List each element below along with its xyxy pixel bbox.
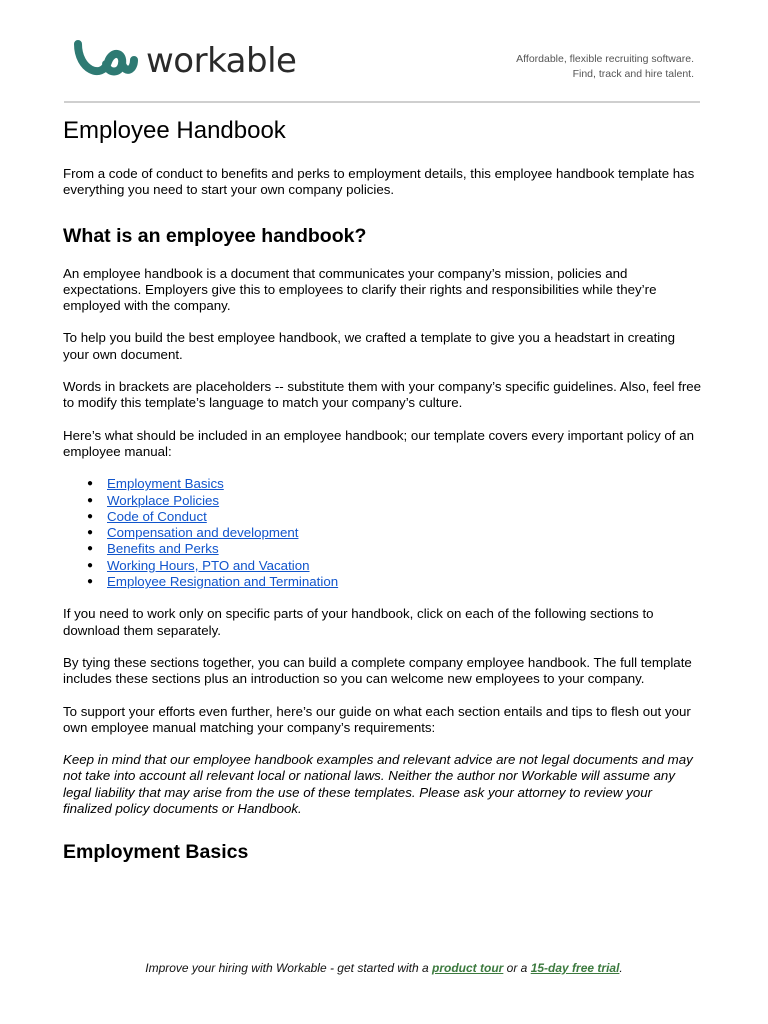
- section-links-list: [63, 476, 703, 590]
- list-item: [107, 541, 703, 557]
- footer-suffix: .: [619, 961, 623, 975]
- paragraph-support: To support your efforts even further, here’s our guide on what each section entails and tips to flesh out your own employee manual matching your company’s requirements:: [63, 703, 691, 735]
- brand-name: workable: [146, 41, 297, 81]
- workable-logo[interactable]: [72, 40, 296, 82]
- intro-paragraph: From a code of conduct to benefits and perks to employment details, this employee handbook template has everything you need to start your own company policies.: [63, 166, 695, 198]
- link-resignation-termination[interactable]: Employee Resignation and Termination: [107, 574, 339, 590]
- paragraph-template-intro: To help you build the best employee handbook, we crafted a template to give you a headstart in creating your own document.: [63, 330, 676, 362]
- link-code-of-conduct[interactable]: Code of Conduct: [107, 508, 207, 524]
- tagline-line-1: Affordable, flexible recruiting software.: [516, 53, 694, 65]
- footer-middle: or a: [503, 961, 531, 975]
- tagline-line-2: Find, track and hire talent.: [572, 68, 694, 80]
- link-employment-basics[interactable]: Employment Basics: [107, 476, 224, 492]
- paragraph-placeholders: Words in brackets are placeholders -- substitute them with your company’s specific guidelines. Also, feel free to modify this template’s language to match your company’s culture.: [63, 379, 702, 411]
- link-benefits-perks[interactable]: Benefits and Perks: [107, 541, 219, 557]
- product-tour-link[interactable]: product tour: [432, 961, 504, 975]
- header-tagline: [516, 52, 694, 82]
- paragraph-tying-sections: By tying these sections together, you can build a complete company employee handbook. The full template includes these sections plus an introduction so you can welcome new employees to your company.: [63, 654, 692, 687]
- link-workplace-policies[interactable]: Workplace Policies: [107, 492, 220, 508]
- paragraph-specific-parts: If you need to work only on specific parts of your handbook, click on each of the following sections to download them separately.: [63, 606, 654, 638]
- paragraph-included: Here’s what should be included in an employee handbook; our template covers every important policy of an employee manual:: [63, 427, 694, 459]
- paragraph-definition: An employee handbook is a document that communicates your company’s mission, policies and expectations. Employers give this to employees to clarify their rights and responsibilities while they’re employed with the company.: [63, 265, 657, 314]
- link-working-hours[interactable]: Working Hours, PTO and Vacation: [107, 557, 310, 573]
- list-item: [107, 558, 703, 574]
- link-compensation[interactable]: Compensation and development: [107, 525, 299, 541]
- list-item: [107, 509, 703, 525]
- page-footer: [0, 961, 768, 975]
- legal-disclaimer: Keep in mind that our employee handbook examples and relevant advice are not legal documents and may not take into account all relevant local or national laws. Neither the author nor Workable will assume any legal liability that may arise from the use of these templates. Please ask your attorney to review your finalized policy documents or Handbook.: [63, 752, 693, 817]
- free-trial-link[interactable]: 15-day free trial: [530, 961, 620, 975]
- page-header: [0, 0, 768, 104]
- list-item: [107, 574, 703, 590]
- page-title: Employee Handbook: [63, 117, 286, 144]
- section-heading-employment-basics: Employment Basics: [63, 841, 249, 864]
- header-divider: [64, 101, 700, 103]
- workable-logo-icon: [72, 40, 138, 82]
- list-item: [107, 525, 703, 541]
- footer-prefix: Improve your hiring with Workable - get started with a: [145, 961, 433, 975]
- document-body: [63, 116, 703, 864]
- section-heading-what-is: What is an employee handbook?: [63, 224, 367, 247]
- list-item: [107, 493, 703, 509]
- list-item: [107, 476, 703, 492]
